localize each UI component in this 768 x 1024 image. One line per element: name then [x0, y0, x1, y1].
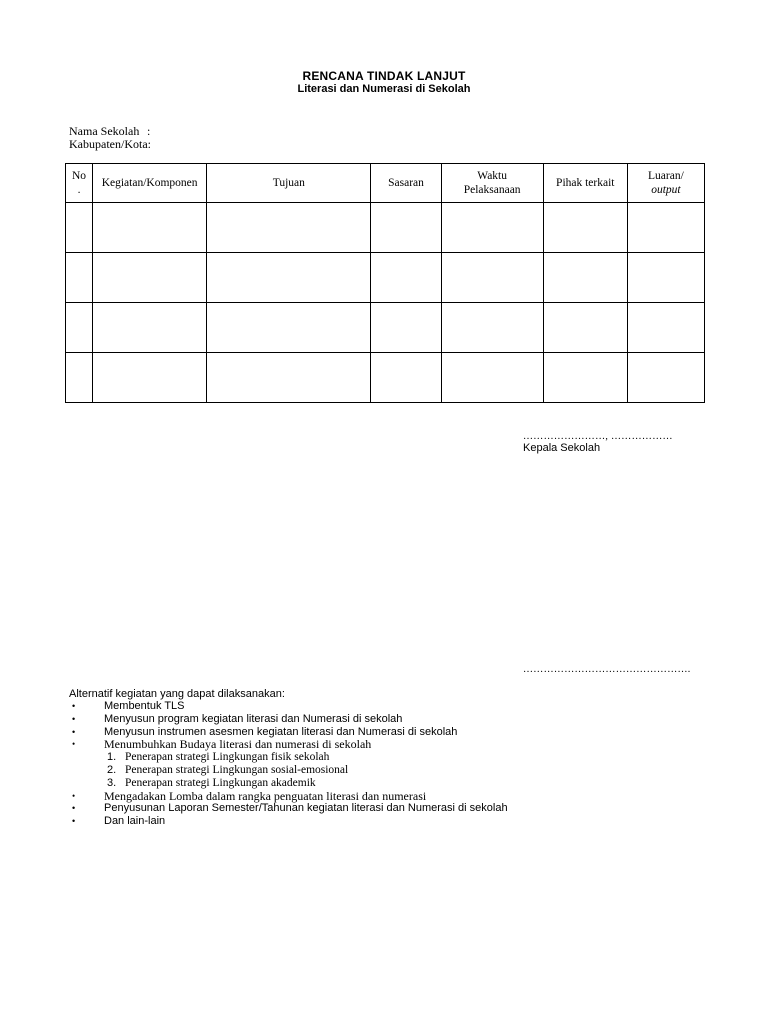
table-cell[interactable] — [93, 353, 207, 403]
bullet-icon: • — [72, 739, 76, 750]
signature-role: Kepala Sekolah — [523, 442, 601, 454]
header-luaran: Luaran/ output — [627, 164, 704, 203]
table-cell[interactable] — [543, 203, 627, 253]
field-separator: : — [147, 124, 151, 138]
table-cell[interactable] — [207, 353, 371, 403]
header-tujuan: Tujuan — [207, 164, 371, 203]
table-cell[interactable] — [93, 303, 207, 353]
bullet-icon: • — [72, 790, 76, 801]
table-row — [66, 203, 705, 253]
field-label: Nama Sekolah — [69, 124, 140, 138]
bullet-icon: • — [72, 713, 76, 724]
table-cell[interactable] — [543, 353, 627, 403]
sub-list-container — [69, 751, 729, 789]
field-kabupaten-kota — [69, 137, 151, 152]
sub-list-item: 3. Penerapan strategi Lingkungan akademik — [107, 776, 316, 789]
table-cell[interactable] — [627, 303, 704, 353]
sub-list-item: 1. Penerapan strategi Lingkungan fisik sekolah — [107, 751, 330, 764]
list-item: • Penyusunan Laporan Semester/Tahunan kegiatan literasi dan Numerasi di sekolah — [72, 802, 508, 815]
list-item: • Menyusun instrumen asesmen kegiatan literasi dan Numerasi di sekolah — [72, 725, 458, 738]
table-cell[interactable] — [93, 253, 207, 303]
document-subtitle: Literasi dan Numerasi di Sekolah — [297, 83, 471, 95]
table-cell[interactable] — [543, 253, 627, 303]
table-cell[interactable] — [93, 203, 207, 253]
table-cell[interactable] — [371, 303, 441, 353]
table-body — [66, 203, 705, 403]
table-cell[interactable] — [207, 253, 371, 303]
table-cell[interactable] — [627, 203, 704, 253]
list-item: • Menumbuhkan Budaya literasi dan numerasi di sekolah — [72, 737, 372, 752]
document-title: RENCANA TINDAK LANJUT — [302, 69, 466, 83]
header-pihak: Pihak terkait — [543, 164, 627, 203]
list-item: • Dan lain-lain — [72, 815, 166, 828]
table-cell[interactable] — [66, 253, 93, 303]
header-waktu: Waktu Pelaksanaan — [441, 164, 543, 203]
table-cell[interactable] — [371, 253, 441, 303]
table-row — [66, 353, 705, 403]
bullet-icon: • — [72, 803, 76, 814]
alternatives-heading: Alternatif kegiatan yang dapat dilaksanakan: — [69, 688, 285, 700]
plan-table — [65, 163, 705, 403]
table-cell[interactable] — [441, 253, 543, 303]
bullet-icon: • — [72, 701, 76, 711]
table-cell[interactable] — [66, 203, 93, 253]
table-cell[interactable] — [66, 353, 93, 403]
list-item: • Menyusun program kegiatan literasi dan Numerasi di sekolah — [72, 712, 403, 725]
list-item: • Mengadakan Lomba dalam rangka penguatan literasi dan numerasi — [72, 788, 427, 803]
signature-name-line: …………………………………………. — [523, 664, 691, 675]
bullet-icon: • — [72, 726, 76, 737]
signature-place-date: ……………………, ……………… — [523, 431, 673, 442]
sub-list-item: 2. Penerapan strategi Lingkungan sosial-emosional — [107, 763, 349, 776]
sub-list — [69, 751, 729, 789]
table-row — [66, 303, 705, 353]
header-sasaran: Sasaran — [371, 164, 441, 203]
list-item: • Membentuk TLS — [72, 700, 185, 712]
table-cell[interactable] — [627, 253, 704, 303]
table-cell[interactable] — [441, 353, 543, 403]
table-cell[interactable] — [441, 303, 543, 353]
header-no: No . — [66, 164, 93, 203]
table-cell[interactable] — [371, 203, 441, 253]
table-cell[interactable] — [66, 303, 93, 353]
alternatives-list — [69, 700, 729, 828]
header-kegiatan: Kegiatan/Komponen — [93, 164, 207, 203]
table-cell[interactable] — [543, 303, 627, 353]
field-label: Kabupaten/Kota: — [69, 137, 151, 151]
table-row — [66, 253, 705, 303]
table-cell[interactable] — [441, 203, 543, 253]
table-cell[interactable] — [371, 353, 441, 403]
table-cell[interactable] — [207, 203, 371, 253]
table-cell[interactable] — [627, 353, 704, 403]
table-header-row — [66, 164, 705, 203]
table-cell[interactable] — [207, 303, 371, 353]
bullet-icon: • — [72, 816, 76, 827]
